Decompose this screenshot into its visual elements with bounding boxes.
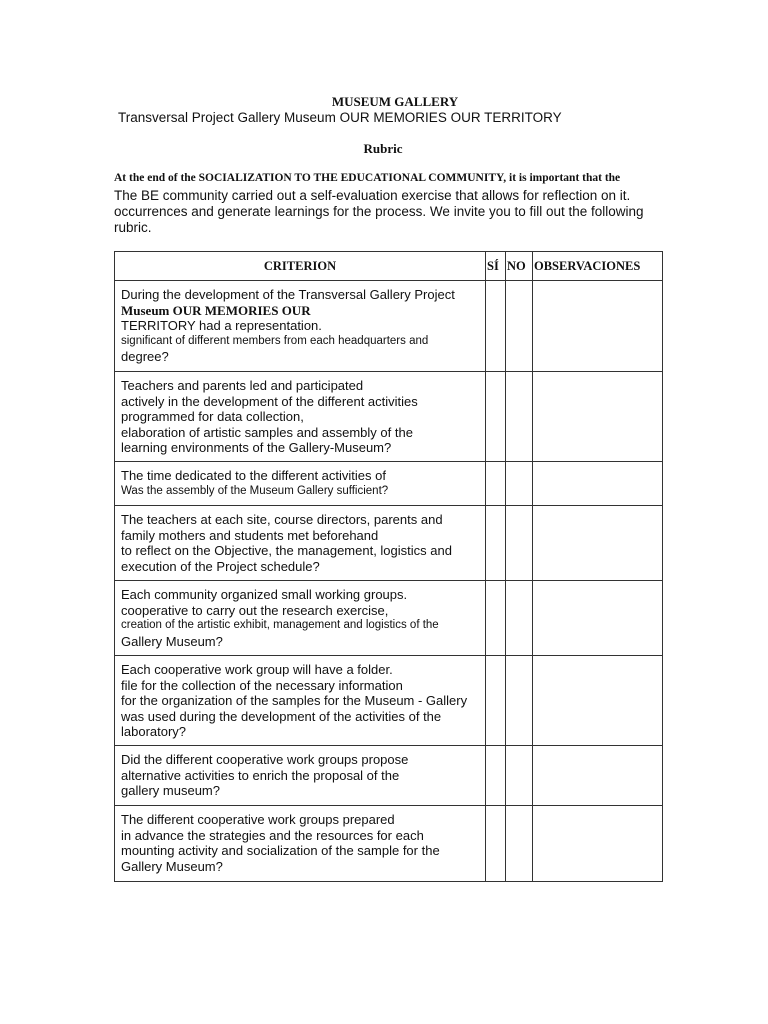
- criterion-line: file for the collection of the necessary information: [121, 677, 403, 693]
- si-checkbox-cell[interactable]: [486, 581, 506, 656]
- criterion-header: CRITERION: [115, 252, 486, 281]
- no-checkbox-cell[interactable]: [506, 372, 533, 462]
- observations-cell[interactable]: [533, 506, 663, 581]
- criterion-line: for the organization of the samples for the Museum - Gallery: [121, 693, 468, 708]
- criterion-line: to reflect on the Objective, the management, logistics and: [121, 543, 452, 558]
- table-row: [115, 746, 663, 806]
- criterion-cell: [115, 372, 486, 462]
- no-checkbox-cell[interactable]: [506, 806, 533, 882]
- criterion-line: Teachers and parents led and participated: [121, 378, 364, 393]
- document-title: MUSEUM GALLERY: [331, 94, 459, 109]
- criterion-line: During the development of the Transversal Gallery Project: [121, 287, 455, 302]
- table-row: [115, 462, 663, 506]
- criterion-line: degree?: [121, 349, 169, 364]
- table-row: [115, 506, 663, 581]
- criterion-line: cooperative to carry out the research exercise,: [121, 602, 389, 618]
- criterion-line: execution of the Project schedule?: [121, 558, 320, 574]
- intro-bold-line: At the end of the SOCIALIZATION TO THE EDUCATIONAL COMMUNITY, it is important that the: [114, 172, 621, 184]
- no-checkbox-cell[interactable]: [506, 462, 533, 506]
- si-checkbox-cell[interactable]: [486, 372, 506, 462]
- criterion-line: programmed for data collection,: [121, 409, 304, 424]
- no-header: NO: [506, 252, 533, 281]
- criterion-line: Museum OUR MEMORIES OUR: [121, 302, 311, 318]
- criterion-line: The different cooperative work groups prepared: [121, 812, 395, 827]
- observations-cell[interactable]: [533, 372, 663, 462]
- criterion-line: Each community organized small working groups.: [121, 587, 408, 602]
- observations-header: OBSERVACIONES: [533, 252, 663, 281]
- si-checkbox-cell[interactable]: [486, 746, 506, 806]
- document-subtitle: Transversal Project Gallery Museum OUR MEMORIES OUR TERRITORY: [118, 110, 562, 125]
- criterion-line: mounting activity and socialization of the sample for the: [121, 843, 440, 858]
- observations-cell[interactable]: [533, 462, 663, 506]
- criterion-cell: [115, 506, 486, 581]
- table-header-row: [115, 252, 663, 281]
- criterion-cell: [115, 746, 486, 806]
- criterion-line: laboratory?: [121, 724, 187, 739]
- table-row: [115, 656, 663, 746]
- criterion-line: Was the assembly of the Museum Gallery sufficient?: [121, 484, 389, 497]
- no-checkbox-cell[interactable]: [506, 746, 533, 806]
- no-checkbox-cell[interactable]: [506, 506, 533, 581]
- observations-cell[interactable]: [533, 281, 663, 372]
- observations-cell[interactable]: [533, 581, 663, 656]
- criterion-line: was used during the development of the activities of the: [121, 708, 442, 724]
- intro-line: rubric.: [114, 220, 152, 235]
- criterion-cell: [115, 656, 486, 746]
- intro-line: The BE community carried out a self-evaluation exercise that allows for reflection on it.: [114, 188, 631, 203]
- criterion-cell: [115, 806, 486, 882]
- criterion-line: TERRITORY had a representation.: [121, 318, 322, 333]
- si-checkbox-cell[interactable]: [486, 281, 506, 372]
- criterion-line: family mothers and students met beforehand: [121, 527, 379, 543]
- no-checkbox-cell[interactable]: [506, 581, 533, 656]
- intro-paragraph: [114, 188, 662, 236]
- table-row: [115, 372, 663, 462]
- table-row: [115, 281, 663, 372]
- criterion-line: learning environments of the Gallery-Museum?: [121, 440, 392, 455]
- observations-cell[interactable]: [533, 656, 663, 746]
- criterion-cell: [115, 581, 486, 656]
- criterion-line: alternative activities to enrich the proposal of the: [121, 767, 400, 783]
- criterion-line: The teachers at each site, course directors, parents and: [121, 512, 443, 527]
- table-row: [115, 581, 663, 656]
- criterion-line: significant of different members from each headquarters and: [121, 334, 429, 347]
- observations-cell[interactable]: [533, 806, 663, 882]
- si-checkbox-cell[interactable]: [486, 656, 506, 746]
- si-checkbox-cell[interactable]: [486, 806, 506, 882]
- criterion-cell: [115, 462, 486, 506]
- table-row: [115, 806, 663, 882]
- criterion-cell: [115, 281, 486, 372]
- criterion-line: gallery museum?: [121, 783, 220, 798]
- criterion-line: Gallery Museum?: [121, 858, 223, 874]
- observations-cell[interactable]: [533, 746, 663, 806]
- criterion-line: elaboration of artistic samples and assembly of the: [121, 424, 413, 440]
- no-checkbox-cell[interactable]: [506, 281, 533, 372]
- rubric-table-body: [115, 281, 663, 882]
- criterion-line: The time dedicated to the different activities of: [121, 468, 386, 483]
- criterion-line: Each cooperative work group will have a folder.: [121, 662, 393, 677]
- criterion-line: creation of the artistic exhibit, management and logistics of the: [121, 619, 439, 631]
- criterion-line: in advance the strategies and the resources for each: [121, 827, 424, 843]
- intro-line: occurrences and generate learnings for the process. We invite you to fill out the following: [114, 204, 644, 219]
- criterion-line: Did the different cooperative work groups propose: [121, 752, 409, 767]
- si-checkbox-cell[interactable]: [486, 506, 506, 581]
- rubric-heading: Rubric: [363, 141, 403, 156]
- no-checkbox-cell[interactable]: [506, 656, 533, 746]
- criterion-line: Gallery Museum?: [121, 633, 223, 649]
- si-checkbox-cell[interactable]: [486, 462, 506, 506]
- rubric-table: [114, 251, 663, 882]
- si-header: SÍ: [486, 252, 506, 281]
- criterion-line: actively in the development of the different activities: [121, 393, 418, 409]
